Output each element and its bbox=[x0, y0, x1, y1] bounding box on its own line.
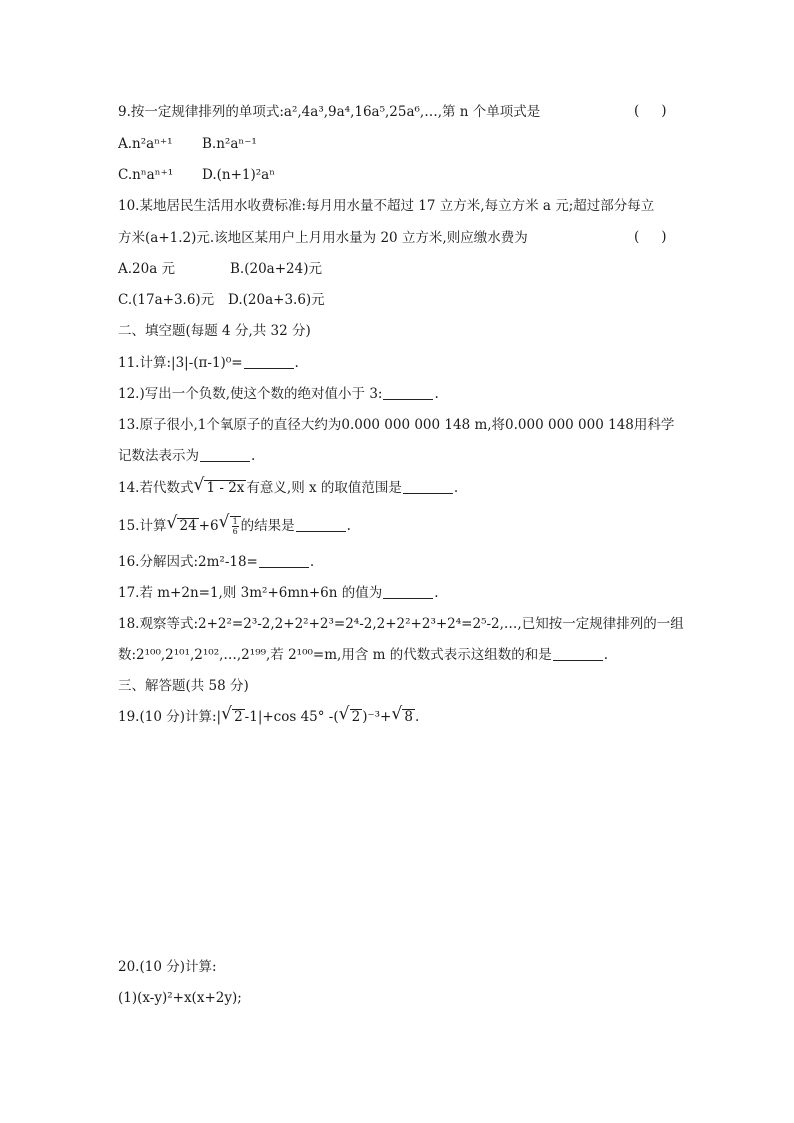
q16: 16.分解因式:2m²-18= . bbox=[118, 554, 315, 570]
q15: 15.计算 √ 24 +6 √ $\frac{1}{6}$ 的结果是 . bbox=[118, 512, 351, 536]
answer-blank bbox=[296, 519, 346, 532]
q10-stem-line1: 10.某地居民生活用水收费标准:每月用水量不超过 17 立方米,每立方米 a 元;超过部分每立 bbox=[118, 198, 655, 214]
q9-stem: 9.按一定规律排列的单项式:a²,4a³,9a⁴,16a⁵,25a⁶,…,第 n 个单项式是 bbox=[118, 104, 541, 120]
q19: 19.(10 分)计算:| √ 2 -1|+cos 45° -( √ 2 )⁻³+ √ 8 . bbox=[118, 704, 420, 725]
answer-blank bbox=[244, 356, 294, 369]
sqrt-expression: √ 8 bbox=[391, 704, 413, 725]
q17: 17.若 m+2n=1,则 3m²+6mn+6n 的值为 . bbox=[118, 585, 439, 601]
answer-blank bbox=[383, 586, 433, 599]
option-d: D.(20a+3.6)元 bbox=[228, 292, 325, 308]
option-d: D.(n+1)²aⁿ bbox=[202, 167, 276, 183]
section-heading-solve: 三、解答题(共 58 分) bbox=[118, 678, 249, 694]
answer-blank bbox=[259, 555, 309, 568]
q14: 14.若代数式 √ 1 - 2x 有意义,则 x 的取值范围是 . bbox=[118, 475, 459, 496]
option-b: B.n²aⁿ⁻¹ bbox=[202, 136, 257, 152]
answer-blank bbox=[553, 648, 603, 661]
sqrt-expression: √ 2 bbox=[221, 704, 243, 725]
option-a: A.20a 元 bbox=[118, 261, 176, 277]
answer-paren: ( ) bbox=[634, 229, 667, 245]
q20-part1: (1)(x-y)²+x(x+2y); bbox=[118, 990, 242, 1006]
sqrt-expression: √ 2 bbox=[338, 704, 361, 725]
sqrt-expression: √ 24 bbox=[166, 513, 197, 534]
sqrt-expression: √ 1 - 2x bbox=[193, 475, 245, 496]
option-b: B.(20a+24)元 bbox=[230, 261, 322, 277]
option-c: C.nⁿaⁿ⁺¹ bbox=[118, 167, 174, 183]
q18-line1: 18.观察等式:2+2²=2³-2,2+2²+2³=2⁴-2,2+2²+2³+2⁴=2⁵-2,…,已知按一定规律排列的一组 bbox=[118, 616, 684, 632]
q11: 11.计算:|3|-(π-1)⁰= . bbox=[118, 355, 299, 371]
answer-blank bbox=[403, 481, 453, 494]
sqrt-fraction: √ $\frac{1}{6}$ bbox=[219, 516, 241, 536]
answer-blank bbox=[200, 449, 250, 462]
q18-line2: 数:2¹⁰⁰,2¹⁰¹,2¹⁰²,…,2¹⁹⁹,若 2¹⁰⁰=m,用含 m 的代数式表示这组数的和是 . bbox=[118, 647, 609, 663]
q10-stem-line2: 方米(a+1.2)元.该地区某用户上月用水量为 20 立方米,则应缴水费为 bbox=[118, 230, 528, 246]
q13-line1: 13.原子很小,1个氧原子的直径大约为0.000 000 000 148 m,将0.000 000 000 148用科学 bbox=[118, 417, 675, 433]
answer-paren: ( ) bbox=[634, 103, 667, 119]
q20-title: 20.(10 分)计算: bbox=[118, 959, 217, 975]
option-a: A.n²aⁿ⁺¹ bbox=[118, 136, 173, 152]
option-c: C.(17a+3.6)元 bbox=[118, 292, 215, 308]
q13-line2: 记数法表示为 . bbox=[118, 448, 256, 464]
section-heading-fill-in: 二、填空题(每题 4 分,共 32 分) bbox=[118, 323, 311, 339]
answer-blank bbox=[383, 387, 433, 400]
q12: 12.)写出一个负数,使这个数的绝对值小于 3: . bbox=[118, 386, 439, 402]
